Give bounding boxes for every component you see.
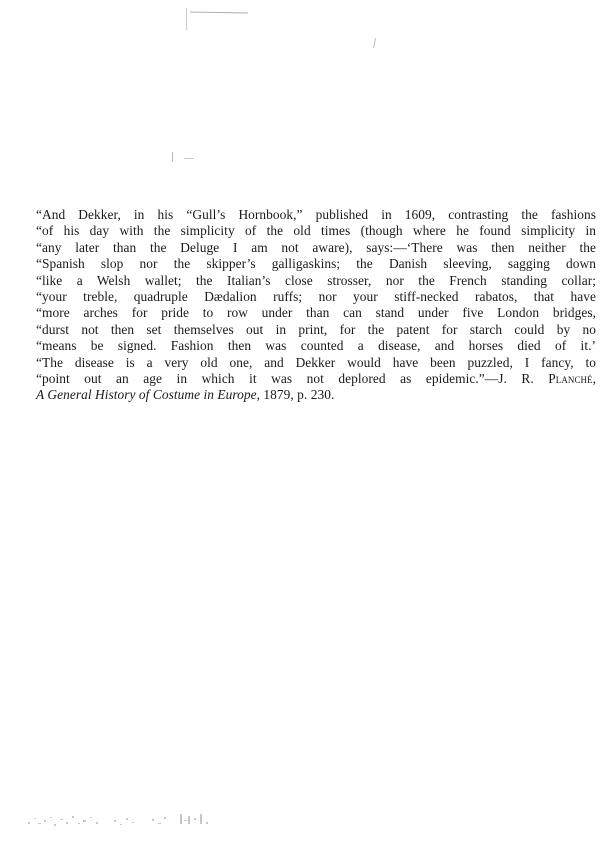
author-name: Planché — [548, 371, 593, 387]
quote-line: “And Dekker, in his “Gull’s Hornbook,” published in 1609, contrasting the fashions — [36, 207, 596, 222]
quotation-block — [36, 207, 596, 404]
line-end-punctuation: , — [592, 371, 596, 387]
citation-line — [36, 387, 596, 403]
quote-line: “more arches for pride to row under than can stand under five London bridges, — [36, 305, 596, 321]
quote-line-attribution — [36, 371, 596, 387]
scan-mark — [184, 158, 194, 159]
quote-line: “your treble, quadruple Dædalion ruffs; nor your stiff-necked rabatos, that have — [36, 289, 596, 305]
source-details: , 1879, p. 230. — [256, 387, 335, 403]
scan-mark — [186, 8, 187, 30]
quote-line: “of his day with the simplicity of the old times (though where he found simplicity in — [36, 223, 596, 239]
quote-line: “means be signed. Fashion then was counted a disease, and horses died of it.’ — [36, 338, 596, 354]
quote-line: “any later than the Deluge I am not aware), says:—‘There was then neither the — [36, 239, 596, 255]
quote-line: “The disease is a very old one, and Dekker would have been puzzled, I fancy, to — [36, 354, 596, 370]
quote-line: “durst not then set themselves out in print, for the patent for starch could by no — [36, 321, 596, 337]
quote-line: “Spanish slop nor the skipper’s galligaskins; the Danish sleeving, sagging down — [36, 256, 596, 272]
scan-mark — [373, 38, 376, 48]
scan-mark — [172, 152, 173, 162]
source-title: A General History of Costume in Europe — [36, 387, 257, 403]
quote-line-final: “point out an age in which it was not deplored as epidemic.”—J. R. — [36, 371, 549, 387]
scan-mark — [190, 11, 248, 13]
scan-noise — [26, 808, 216, 830]
quote-line: “like a Welsh wallet; the Italian’s close strosser, nor the French standing collar; — [36, 272, 596, 288]
